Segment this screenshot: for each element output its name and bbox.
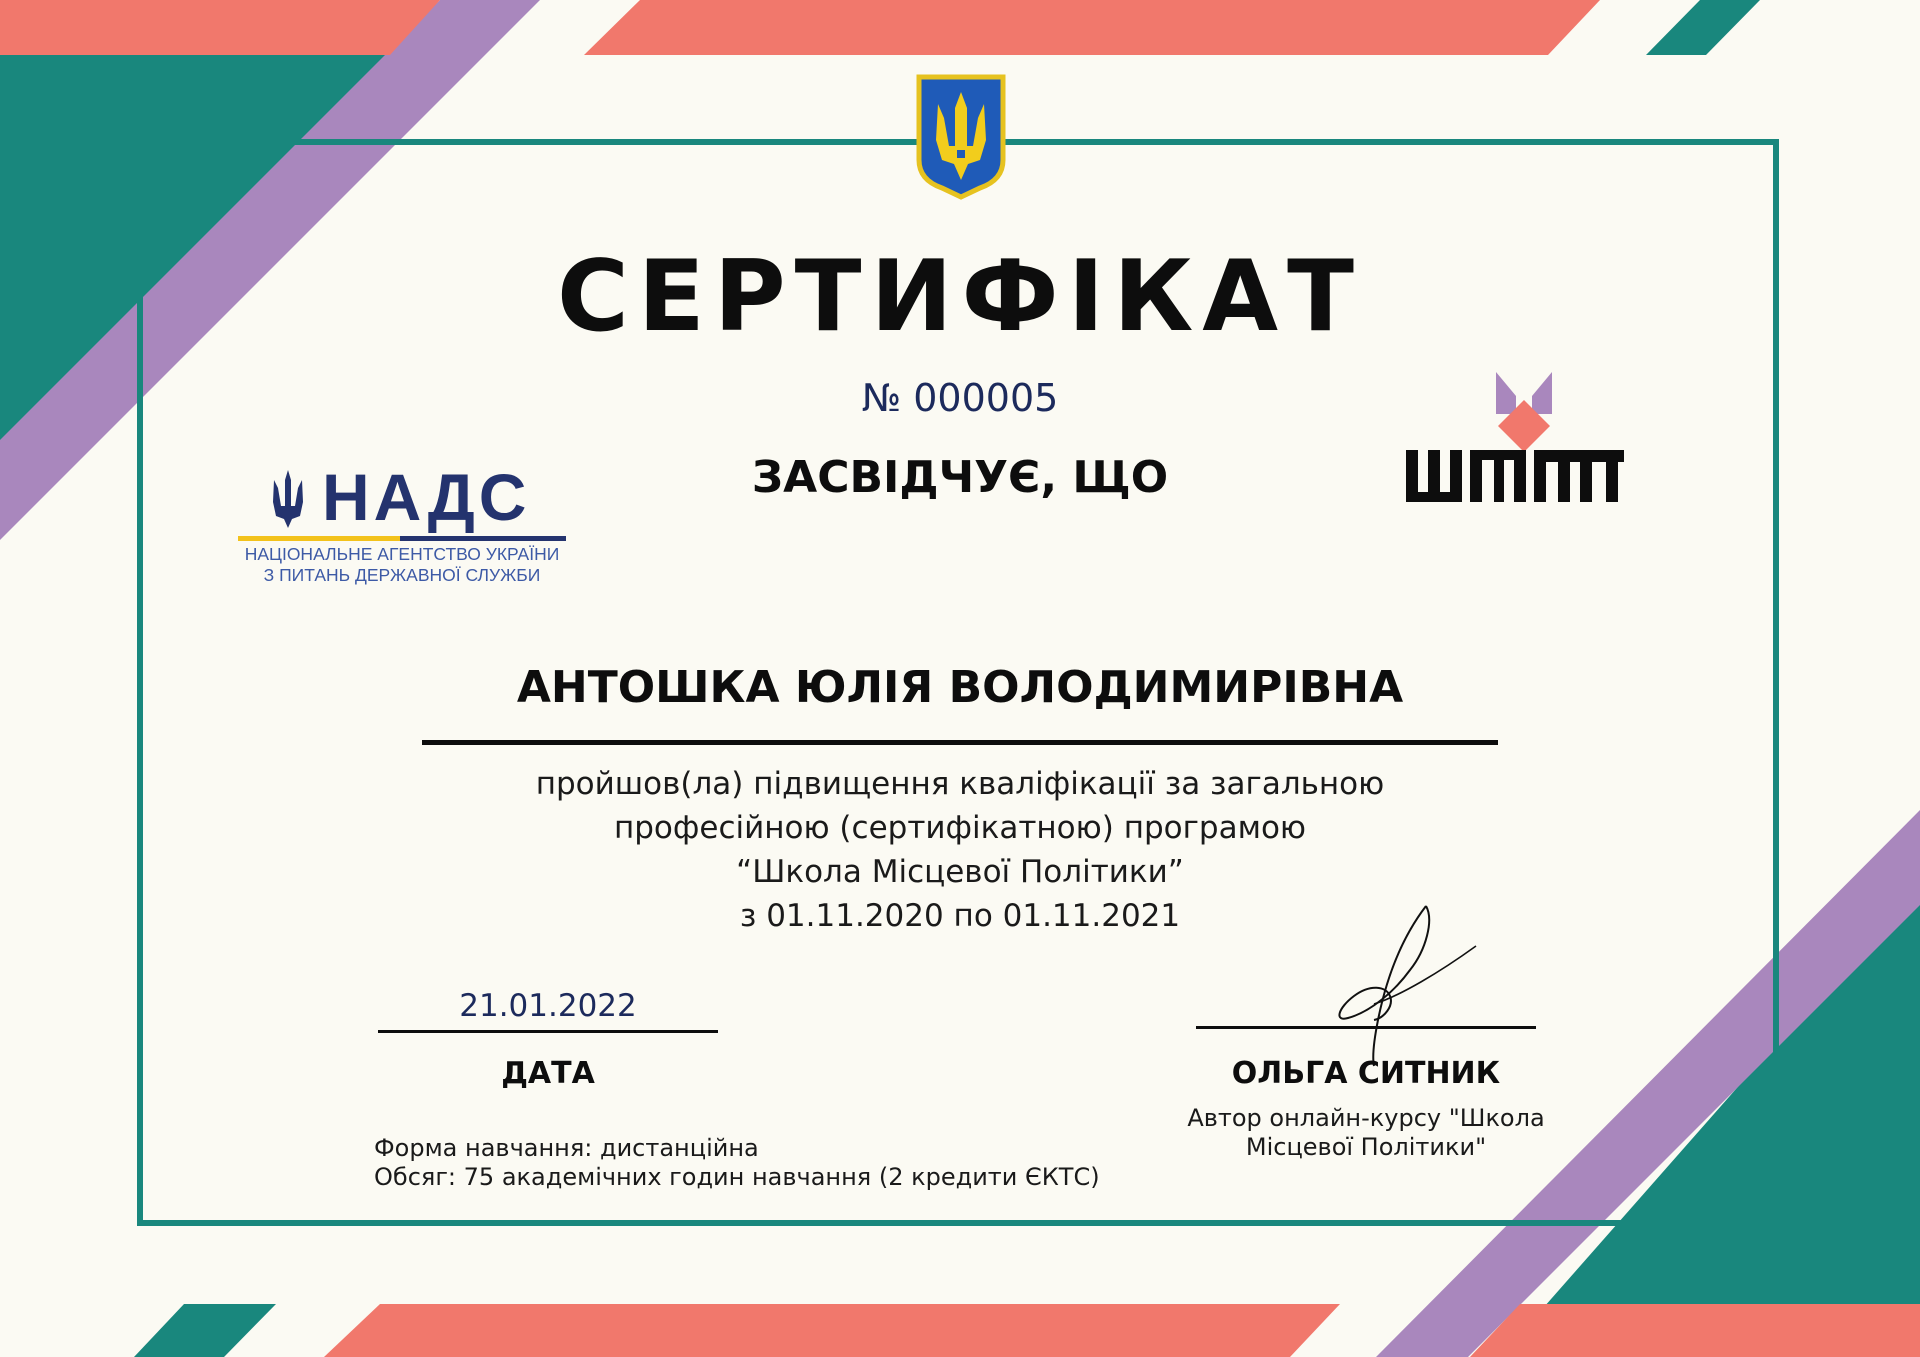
body-line: “Школа Місцевої Політики”	[736, 854, 1184, 890]
recipient-name: АНТОШКА ЮЛІЯ ВОЛОДИМИРІВНА	[516, 662, 1404, 713]
certificate-body	[460, 762, 1460, 938]
signer-name: ОЛЬГА СИТНИК	[1231, 1056, 1501, 1091]
nads-yellow-bar	[238, 536, 400, 541]
nads-full-name-line: З ПИТАНЬ ДЕРЖАВНОЇ СЛУЖБИ	[263, 565, 541, 585]
signer-role-line: Місцевої Політики"	[1245, 1133, 1487, 1161]
issue-date: 21.01.2022	[459, 988, 637, 1024]
nads-full-name	[222, 544, 582, 586]
nads-abbreviation: НАДС	[322, 460, 531, 534]
study-form: Форма навчання: дистанційна	[374, 1134, 759, 1162]
study-volume: Обсяг: 75 академічних годин навчання (2 кредити ЄКТС)	[374, 1163, 1100, 1191]
decor-bottom-right-coral	[1470, 1304, 1920, 1357]
nads-full-name-line: НАЦІОНАЛЬНЕ АГЕНТСТВО УКРАЇНИ	[244, 544, 560, 564]
certificate-title: СЕРТИФІКАТ	[556, 240, 1363, 354]
decor-bottom-center-coral	[324, 1304, 1340, 1357]
handwritten-signature	[1330, 900, 1490, 1070]
body-line: з 01.11.2020 по 01.11.2021	[739, 898, 1181, 934]
nads-trident-icon	[266, 466, 310, 532]
date-underline	[378, 1030, 718, 1033]
decor-top-left-coral	[0, 0, 440, 55]
certifies-text: ЗАСВІДЧУЄ, ЩО	[751, 452, 1169, 503]
footer-notes	[374, 1134, 1174, 1192]
body-line: професійною (сертифікатною) програмою	[613, 810, 1307, 846]
shmp-logo	[1400, 370, 1630, 510]
recipient-underline	[422, 740, 1498, 745]
decor-top-right-teal	[1646, 0, 1760, 55]
trident-emblem-icon	[916, 74, 1006, 200]
date-label: ДАТА	[501, 1056, 595, 1091]
nads-blue-bar	[400, 536, 566, 541]
decor-top-center-coral	[584, 0, 1600, 55]
certificate-number: № 000005	[861, 376, 1059, 420]
signer-role-line: Автор онлайн-курсу "Школа	[1187, 1104, 1545, 1132]
body-line: пройшов(ла) підвищення кваліфікації за загальною	[535, 766, 1385, 802]
signer-role	[1166, 1104, 1566, 1162]
decor-bottom-left-teal	[134, 1304, 276, 1357]
